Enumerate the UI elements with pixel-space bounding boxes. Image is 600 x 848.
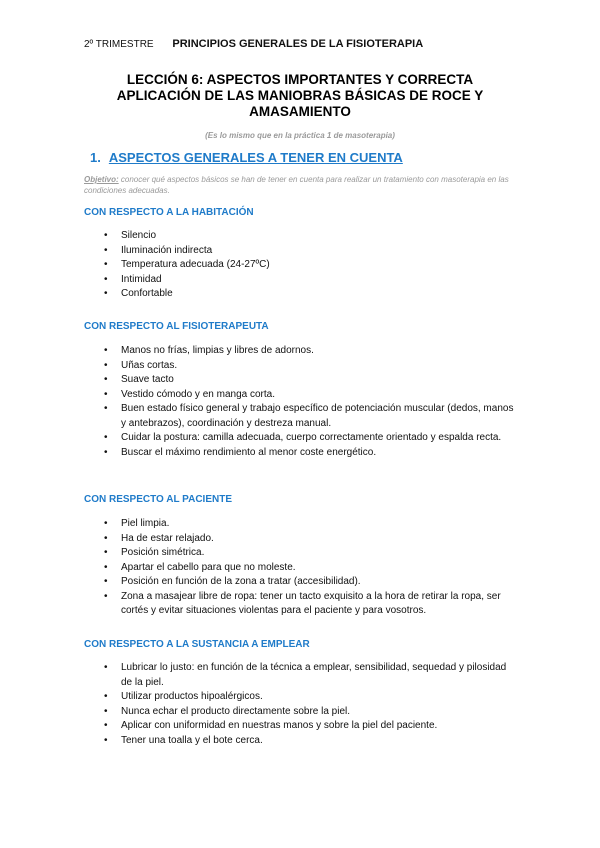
list-item: • Silencio bbox=[104, 229, 514, 244]
section-number: 1. bbox=[90, 150, 101, 165]
list-item: • Manos no frías, limpias y libres de adornos. bbox=[104, 344, 514, 359]
list-habitacion bbox=[104, 229, 514, 302]
list-item: • Ha de estar relajado. bbox=[104, 532, 514, 547]
lesson-title: LECCIÓN 6: ASPECTOS IMPORTANTES Y CORRECTA APLICACIÓN DE LAS MANIOBRAS BÁSICAS DE ROCE Y AMASAMIENTO bbox=[116, 72, 484, 119]
list-item: • Suave tacto bbox=[104, 373, 514, 388]
subheading-sustancia: CON RESPECTO A LA SUSTANCIA A EMPLEAR bbox=[84, 639, 310, 650]
subheading-paciente: CON RESPECTO AL PACIENTE bbox=[84, 494, 232, 505]
list-item: • Posición simétrica. bbox=[104, 546, 514, 561]
header-subject: PRINCIPIOS GENERALES DE LA FISIOTERAPIA bbox=[172, 38, 424, 50]
subheading-habitacion: CON RESPECTO A LA HABITACIÓN bbox=[84, 207, 254, 218]
list-item: • Piel limpia. bbox=[104, 517, 514, 532]
list-paciente bbox=[104, 517, 514, 619]
section-heading bbox=[90, 150, 403, 165]
list-item: • Buen estado físico general y trabajo específico de potenciación muscular (dedos, manos y antebrazos), coordinación y destreza manual. bbox=[104, 402, 514, 431]
list-item: • Uñas cortas. bbox=[104, 359, 514, 374]
list-item: • Posición en función de la zona a tratar (accesibilidad). bbox=[104, 575, 514, 590]
section-title: ASPECTOS GENERALES A TENER EN CUENTA bbox=[108, 150, 403, 165]
lesson-note: (Es lo mismo que en la práctica 1 de masoterapia) bbox=[205, 131, 395, 140]
header-term: 2º TRIMESTRE bbox=[84, 39, 154, 50]
list-item: • Buscar el máximo rendimiento al menor coste energético. bbox=[104, 446, 514, 461]
list-item: • Temperatura adecuada (24-27ºC) bbox=[104, 258, 514, 273]
list-item: • Aplicar con uniformidad en nuestras manos y sobre la piel del paciente. bbox=[104, 719, 514, 734]
list-item: • Lubricar lo justo: en función de la técnica a emplear, sensibilidad, sequedad y pilosidad de la piel. bbox=[104, 661, 514, 690]
list-item: • Tener una toalla y el bote cerca. bbox=[104, 734, 514, 749]
list-item: • Vestido cómodo y en manga corta. bbox=[104, 388, 514, 403]
list-item: • Nunca echar el producto directamente sobre la piel. bbox=[104, 705, 514, 720]
subheading-fisioterapeuta: CON RESPECTO AL FISIOTERAPEUTA bbox=[84, 321, 269, 332]
list-item: • Zona a masajear libre de ropa: tener un tacto exquisito a la hora de retirar la ropa, ser cortés y evitar situaciones violentas para el paciente y para vosotros. bbox=[104, 590, 514, 619]
list-item: • Apartar el cabello para que no moleste. bbox=[104, 561, 514, 576]
list-sustancia bbox=[104, 661, 514, 748]
list-item: • Confortable bbox=[104, 287, 514, 302]
objective-text: conocer qué aspectos básicos se han de tener en cuenta para realizar un tratamiento con masoterapia en las condiciones adecuadas. bbox=[84, 175, 509, 195]
list-item: • Cuidar la postura: camilla adecuada, cuerpo correctamente orientado y espalda recta. bbox=[104, 431, 514, 446]
list-fisioterapeuta bbox=[104, 344, 514, 460]
list-item: • Iluminación indirecta bbox=[104, 244, 514, 259]
objective-paragraph bbox=[84, 174, 516, 196]
list-item: • Intimidad bbox=[104, 273, 514, 288]
running-header bbox=[84, 38, 423, 50]
list-item: • Utilizar productos hipoalérgicos. bbox=[104, 690, 514, 705]
objective-label: Objetivo: bbox=[84, 175, 119, 184]
